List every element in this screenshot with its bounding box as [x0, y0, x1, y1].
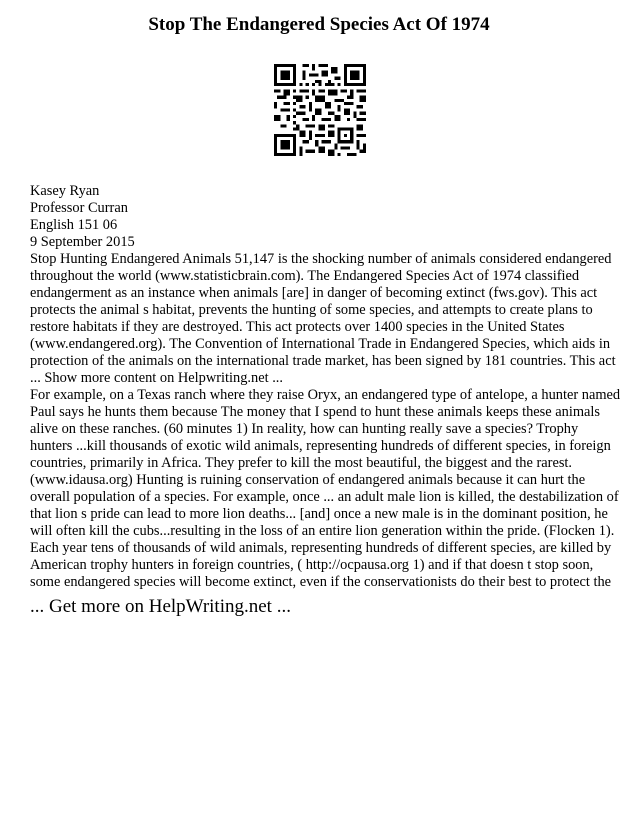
course-name: English 151 06: [30, 217, 118, 233]
paragraph-line: restore habitats if they are destroyed. This act protects over 1400 species in the United States: [30, 319, 565, 335]
essay-date: 9 September 2015: [30, 234, 135, 250]
paragraph-line: protects the animal s habitat, prevents the hunting of some species, and attempts to create plans to: [30, 302, 593, 318]
paragraph-line: Each year tens of thousands of wild animals, representing hundreds of different species, are killed by: [30, 540, 612, 556]
paragraph-line: (www.idausa.org) Hunting is ruining conservation of endangered animals because it can hurt the: [30, 472, 586, 488]
paragraph-line: throughout the world (www.statisticbrain.com). The Endangered Species Act of 1974 classified: [30, 268, 580, 284]
page-title: Stop The Endangered Species Act Of 1974: [148, 14, 490, 35]
paragraph-line: endangerment as an instance when animals [are] in danger of becoming extinct (fws.gov). This act: [30, 285, 598, 301]
document-body: [30, 183, 621, 591]
paragraph-line: American trophy hunters in foreign countries, ( http://ocpausa.org 1) and if that doesn t stop soon,: [30, 557, 594, 573]
paragraph-line: will often kill the cubs...resulting in the loss of an entire lion generation within the pride. (Flocken 1).: [30, 523, 615, 539]
paragraph-line: alive on these ranches. (60 minutes 1) In reality, how can hunting really save a species? Trophy: [30, 421, 579, 437]
paragraph-line: overall population of a species. For example, once ... an adult male lion is killed, the destabilization of: [30, 489, 619, 505]
paragraph-line: Paul says he hunts them because The money that I spend to hunt these animals keeps these animals: [30, 404, 601, 420]
paragraph-line: protection of the animals on the international trade market, has been signed by 181 countries. This act: [30, 353, 616, 369]
paragraph-line: hunters ...kill thousands of exotic wild animals, representing hundreds of different species, in foreign: [30, 438, 611, 454]
paragraph-line: (www.endangered.org). The Convention of International Trade in Endangered Species, which aids in: [30, 336, 611, 352]
author-name: Kasey Ryan: [30, 183, 100, 199]
paragraph-line: that lion s pride can lead to more lion deaths... [and] once a new male is in the dominant position, he: [30, 506, 608, 522]
paragraph-line: For example, on a Texas ranch where they raise Oryx, an endangered type of antelope, a hunter named: [30, 387, 621, 403]
professor-name: Professor Curran: [30, 200, 128, 216]
paragraph-line: some endangered species will become extinct, even if the conservationists do their best to protect the: [30, 574, 612, 590]
show-more-content[interactable]: ... Show more content on Helpwriting.net ...: [30, 370, 283, 386]
get-more-link[interactable]: ... Get more on HelpWriting.net ...: [30, 596, 291, 617]
paragraph-line: countries, primarily in Africa. They prefer to kill the most beautiful, the biggest and the rarest.: [30, 455, 573, 471]
paragraph-line: Stop Hunting Endangered Animals 51,147 is the shocking number of animals considered endangered: [30, 251, 612, 267]
qr-code-icon: [274, 64, 366, 156]
